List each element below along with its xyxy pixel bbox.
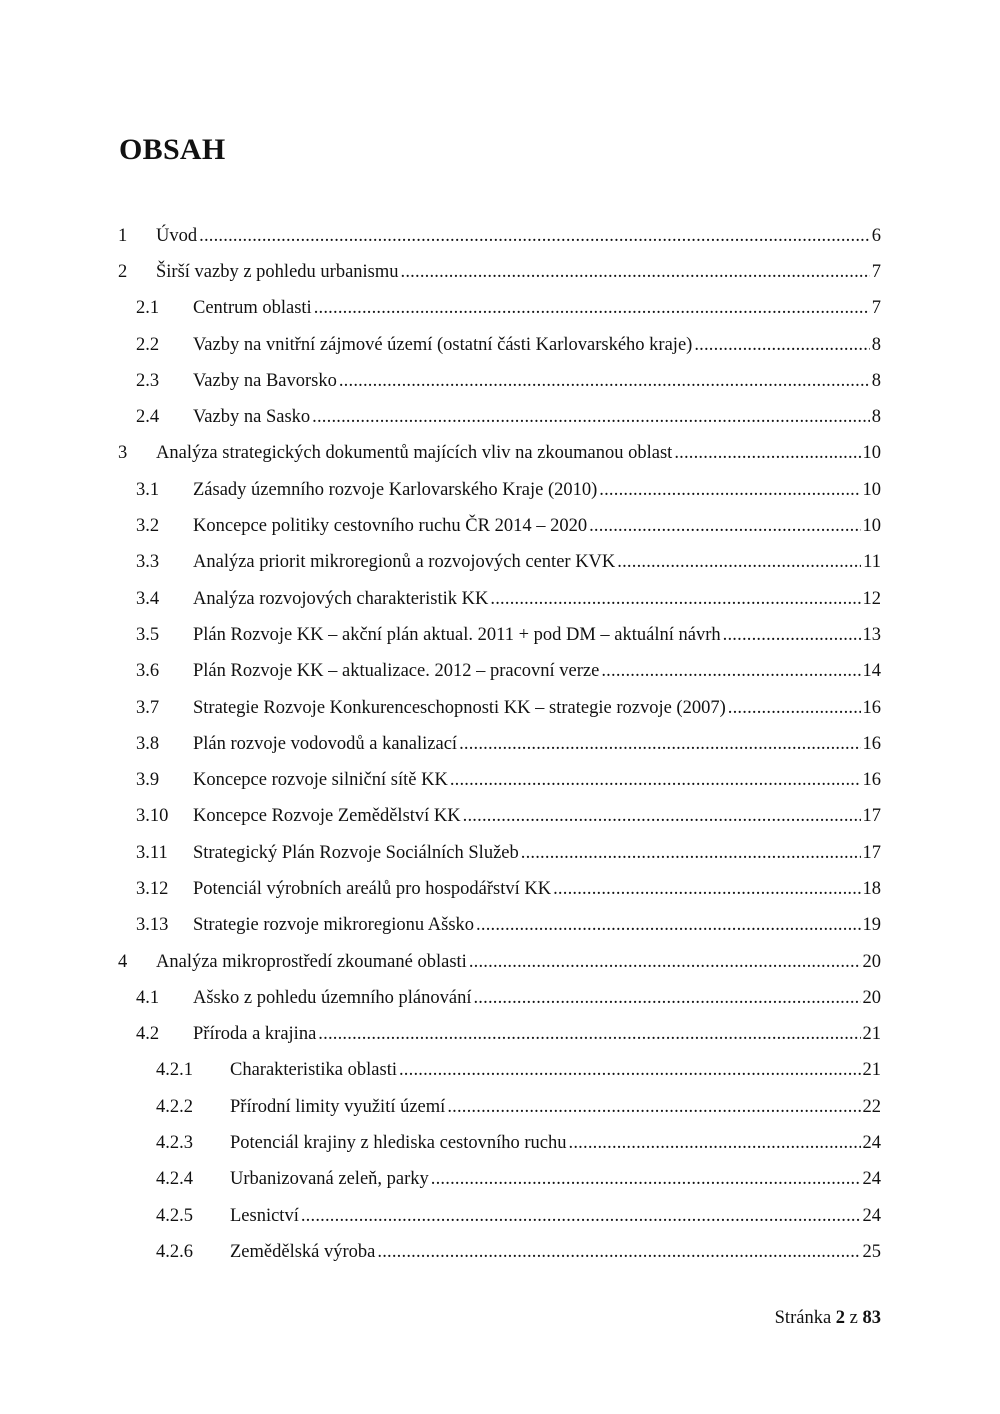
toc-entry[interactable] <box>118 1162 881 1198</box>
toc-entry-number: 2.1 <box>136 298 160 319</box>
toc-entry-number: 3.2 <box>136 516 160 537</box>
toc-dot-leader <box>339 371 870 392</box>
toc-entry-page: 16 <box>862 697 881 718</box>
toc-dot-leader <box>490 589 860 610</box>
toc-dot-leader <box>569 1133 861 1154</box>
toc-entry[interactable] <box>118 690 881 726</box>
toc-dot-leader <box>476 915 860 936</box>
toc-entry-label: Analýza mikroprostředí zkoumané oblasti <box>156 951 467 972</box>
footer-total-pages: 83 <box>862 1308 881 1328</box>
toc-dot-leader <box>301 1206 861 1227</box>
toc-dot-leader <box>694 335 869 356</box>
toc-entry-page: 8 <box>871 334 881 355</box>
toc-entry-page: 21 <box>862 1060 881 1081</box>
toc-entry-number: 3.5 <box>136 624 160 645</box>
toc-entry[interactable] <box>118 654 881 690</box>
toc-entry[interactable] <box>118 254 881 290</box>
toc-entry-page: 16 <box>862 770 881 791</box>
toc-entry[interactable] <box>118 472 881 508</box>
toc-entry-number: 4 <box>118 951 128 972</box>
toc-entry-page: 18 <box>862 878 881 899</box>
toc-entry-number: 4.2.2 <box>156 1096 193 1117</box>
toc-entry-page: 13 <box>862 624 881 645</box>
toc-entry-page: 11 <box>863 552 881 573</box>
toc-entry-page: 17 <box>862 842 881 863</box>
toc-entry[interactable] <box>118 1053 881 1089</box>
toc-entry-number: 3.4 <box>136 588 160 609</box>
toc-entry-number: 3.6 <box>136 661 160 682</box>
toc-entry-page: 8 <box>871 407 881 428</box>
toc-dot-leader <box>447 1097 860 1118</box>
toc-dot-leader <box>450 770 861 791</box>
toc-dot-leader <box>431 1169 861 1190</box>
toc-entry-label: Potenciál výrobních areálů pro hospodářství KK <box>193 878 552 899</box>
toc-entry-number: 2.3 <box>136 370 160 391</box>
toc-entry-page: 22 <box>862 1096 881 1117</box>
toc-entry-page: 24 <box>862 1169 881 1190</box>
toc-entry[interactable] <box>118 1198 881 1234</box>
toc-dot-leader <box>377 1242 860 1263</box>
toc-dot-leader <box>674 443 860 464</box>
toc-entry-number: 3 <box>118 443 128 464</box>
toc-entry-page: 24 <box>862 1133 881 1154</box>
toc-entry[interactable] <box>118 762 881 798</box>
toc-entry-number: 3.3 <box>136 552 160 573</box>
toc-entry-label: Zásady územního rozvoje Karlovarského Kraje (2010) <box>193 479 598 500</box>
toc-entry[interactable] <box>118 726 881 762</box>
toc-entry-label: Charakteristika oblasti <box>230 1060 397 1081</box>
toc-entry-page: 19 <box>862 915 881 936</box>
toc-entry[interactable] <box>118 908 881 944</box>
page-title: OBSAH <box>119 133 226 166</box>
toc-entry-label: Lesnictví <box>230 1205 299 1226</box>
toc-dot-leader <box>314 298 870 319</box>
toc-dot-leader <box>463 806 861 827</box>
toc-entry-number: 4.2.3 <box>156 1133 193 1154</box>
toc-entry[interactable] <box>118 327 881 363</box>
toc-entry[interactable] <box>118 508 881 544</box>
toc-entry-page: 6 <box>871 225 881 246</box>
toc-dot-leader <box>617 552 861 573</box>
toc-entry-label: Centrum oblasti <box>193 298 312 319</box>
toc-dot-leader <box>723 625 861 646</box>
toc-dot-leader <box>199 226 870 247</box>
toc-entry-label: Analýza priorit mikroregionů a rozvojových center KVK <box>193 552 616 573</box>
toc-entry-page: 10 <box>862 443 881 464</box>
toc-dot-leader <box>469 952 861 973</box>
toc-entry-label: Koncepce Rozvoje Zemědělství KK <box>193 806 461 827</box>
toc-entry-number: 4.2.5 <box>156 1205 193 1226</box>
footer-separator: z <box>849 1308 858 1328</box>
toc-entry-number: 3.13 <box>136 915 169 936</box>
toc-entry-number: 1 <box>118 225 128 246</box>
toc-entry-label: Analýza strategických dokumentů majících vliv na zkoumanou oblast <box>156 443 673 464</box>
toc-entry[interactable] <box>118 1234 881 1270</box>
toc-entry-number: 2.4 <box>136 407 160 428</box>
toc-entry[interactable] <box>118 545 881 581</box>
toc-entry-number: 4.2.4 <box>156 1169 193 1190</box>
toc-entry[interactable] <box>118 363 881 399</box>
toc-entry-label: Strategický Plán Rozvoje Sociálních Služeb <box>193 842 519 863</box>
toc-entry[interactable] <box>118 871 881 907</box>
toc-entry-number: 3.11 <box>136 842 168 863</box>
toc-entry[interactable] <box>118 399 881 435</box>
toc-entry-label: Příroda a krajina <box>193 1024 317 1045</box>
toc-entry[interactable] <box>118 1089 881 1125</box>
toc-entry-page: 25 <box>862 1241 881 1262</box>
toc-dot-leader <box>401 262 870 283</box>
toc-entry-label: Potenciál krajiny z hlediska cestovního ruchu <box>230 1133 567 1154</box>
toc-entry-label: Plán rozvoje vodovodů a kanalizací <box>193 733 458 754</box>
toc-entry-number: 3.1 <box>136 479 160 500</box>
toc-entry-number: 4.2 <box>136 1024 160 1045</box>
toc-entry-label: Ašsko z pohledu územního plánování <box>193 987 472 1008</box>
toc-entry-page: 16 <box>862 733 881 754</box>
toc-entry-number: 3.8 <box>136 733 160 754</box>
page-footer <box>775 1308 881 1329</box>
toc-entry-page: 20 <box>862 987 881 1008</box>
toc-dot-leader <box>473 988 860 1009</box>
toc-entry-label: Strategie Rozvoje Konkurenceschopnosti KK – strategie rozvoje (2007) <box>193 697 726 718</box>
toc-dot-leader <box>589 516 860 537</box>
toc-entry-number: 3.12 <box>136 878 169 899</box>
toc-entry-page: 12 <box>862 588 881 609</box>
table-of-contents <box>118 218 881 1271</box>
toc-entry-label: Vazby na vnitřní zájmové území (ostatní části Karlovarského kraje) <box>193 334 693 355</box>
toc-entry-label: Plán Rozvoje KK – akční plán aktual. 2011 + pod DM – aktuální návrh <box>193 624 721 645</box>
toc-dot-leader <box>728 698 861 719</box>
toc-entry-number: 2 <box>118 261 128 282</box>
toc-entry-label: Analýza rozvojových charakteristik KK <box>193 588 489 609</box>
toc-entry-page: 7 <box>871 298 881 319</box>
toc-entry-page: 21 <box>862 1024 881 1045</box>
toc-entry[interactable] <box>118 1125 881 1161</box>
toc-entry-number: 4.2.6 <box>156 1241 193 1262</box>
toc-entry-page: 10 <box>862 516 881 537</box>
toc-entry-label: Širší vazby z pohledu urbanismu <box>156 261 399 282</box>
toc-entry-number: 2.2 <box>136 334 160 355</box>
toc-entry[interactable] <box>118 980 881 1016</box>
toc-dot-leader <box>399 1060 861 1081</box>
footer-current-page: 2 <box>835 1308 846 1328</box>
toc-entry[interactable] <box>118 581 881 617</box>
toc-entry-page: 20 <box>862 951 881 972</box>
toc-entry[interactable] <box>118 617 881 653</box>
toc-entry-label: Úvod <box>156 225 198 246</box>
toc-dot-leader <box>553 879 860 900</box>
toc-entry[interactable] <box>118 835 881 871</box>
toc-dot-leader <box>601 661 860 682</box>
toc-entry-label: Koncepce rozvoje silniční sítě KK <box>193 770 448 791</box>
toc-entry[interactable] <box>118 1017 881 1053</box>
toc-entry-label: Zemědělská výroba <box>230 1241 376 1262</box>
toc-entry-page: 17 <box>862 806 881 827</box>
toc-entry-label: Strategie rozvoje mikroregionu Ašsko <box>193 915 475 936</box>
toc-entry-page: 10 <box>862 479 881 500</box>
toc-entry[interactable] <box>118 218 881 254</box>
toc-entry-number: 4.1 <box>136 987 160 1008</box>
toc-entry-label: Vazby na Sasko <box>193 407 311 428</box>
toc-entry-page: 7 <box>871 261 881 282</box>
toc-entry-label: Koncepce politiky cestovního ruchu ČR 2014 – 2020 <box>193 516 588 537</box>
toc-entry[interactable] <box>118 436 881 472</box>
toc-dot-leader <box>318 1024 860 1045</box>
toc-entry-number: 4.2.1 <box>156 1060 193 1081</box>
toc-dot-leader <box>521 843 861 864</box>
toc-entry-number: 3.9 <box>136 770 160 791</box>
toc-entry-page: 8 <box>871 370 881 391</box>
toc-entry[interactable] <box>118 944 881 980</box>
toc-dot-leader <box>312 407 870 428</box>
footer-prefix: Stránka <box>774 1308 832 1328</box>
toc-entry-number: 3.10 <box>136 806 169 827</box>
toc-entry-page: 24 <box>862 1205 881 1226</box>
toc-entry-label: Vazby na Bavorsko <box>193 370 337 391</box>
toc-entry-label: Přírodní limity využití území <box>230 1096 446 1117</box>
toc-entry-label: Plán Rozvoje KK – aktualizace. 2012 – pracovní verze <box>193 661 600 682</box>
toc-entry-label: Urbanizovaná zeleň, parky <box>230 1169 429 1190</box>
toc-dot-leader <box>599 480 860 501</box>
toc-entry-number: 3.7 <box>136 697 160 718</box>
toc-entry-page: 14 <box>862 661 881 682</box>
toc-entry[interactable] <box>118 291 881 327</box>
toc-entry[interactable] <box>118 799 881 835</box>
toc-dot-leader <box>459 734 860 755</box>
